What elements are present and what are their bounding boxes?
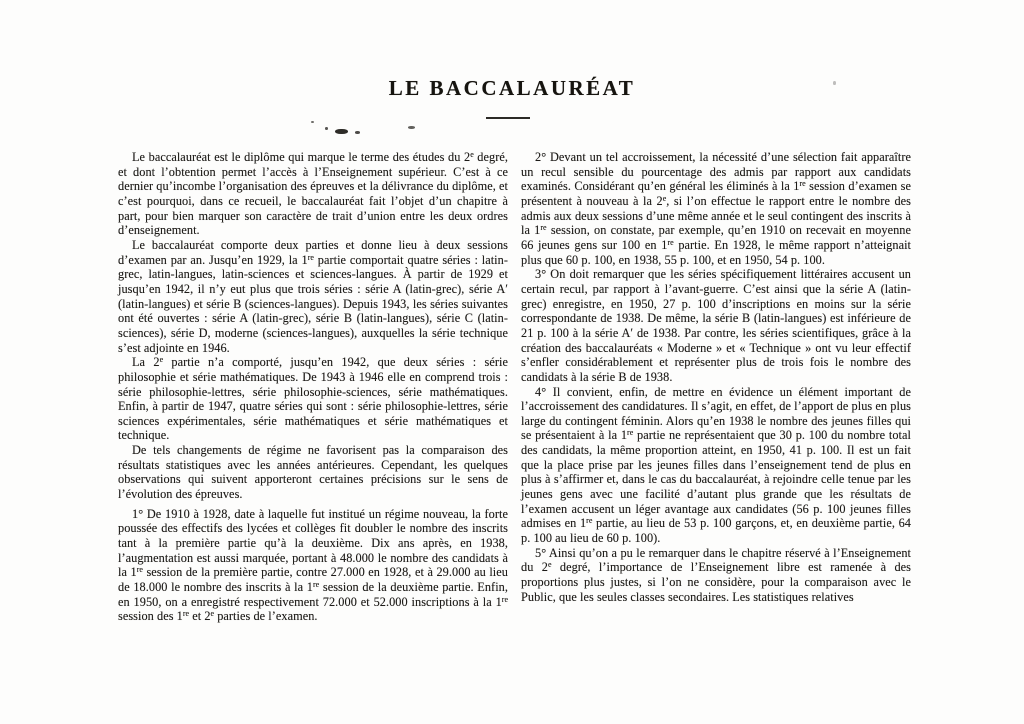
paragraph: Le baccalauréat est le diplôme qui marque le terme des études du 2e degré, et dont l’obtention permet l’accès à l’Enseignement supérieur. C’est à ce dernier qu’incombe l’organisation des épreuves et la délivrance du diplôme, et c’est pourquoi, dans ce recueil, le baccalauréat fait l’objet d’un chapitre à part, pour bien marquer son caractère de trait d’union entre les deux ordres d’enseignement. xyxy=(118,150,508,238)
ink-speck xyxy=(833,81,836,85)
paragraph: De tels changements de régime ne favorisent pas la comparaison des résultats statistiques avec les années antérieures. Cependant, les quelques observations qui suivent apporteront certaines précisions sur le sens de l’évolution des épreuves. xyxy=(118,443,508,502)
page-title: LE BACCALAURÉAT xyxy=(388,76,636,100)
paragraph: 3° On doit remarquer que les séries spécifiquement littéraires accusent un certain recul, par rapport à l’avant-guerre. C’est ainsi que la série A (latin-grec) enregistre, en 1950, 27 p. 100 d’inscriptions en moins sur la série correspondante de 1938. De même, la série B (latin-langues) est inférieure de 21 p. 100 à la série A′ de 1938. Par contre, les séries scientifiques, grâce à la création des baccalauréats « Moderne » et « Technique » ont vu leur effectif s’enfler considérablement et représenter plus de trois fois le nombre des candidats à la série B de 1938. xyxy=(521,267,911,384)
paragraph: 5° Ainsi qu’on a pu le remarquer dans le chapitre réservé à l’Enseignement du 2e degré, l’importance de l’Enseignement libre est ramenée à des proportions plus justes, si l’on ne considère, pour la comparaison avec le Public, que les seules classes secondaires. Les statistiques relatives xyxy=(521,545,911,604)
ink-speck xyxy=(408,126,415,129)
paragraph: La 2e partie n’a comporté, jusqu’en 1942, que deux séries : série philosophie et série mathématiques. De 1943 à 1946 elle en comprend trois : série philosophie-lettres, série philosophie-sciences, série mathématiques. Enfin, à partir de 1947, quatre séries qui sont : série philosophie-lettres, série sciences expérimentales, série mathématiques et série mathématiques et technique. xyxy=(118,355,508,443)
right-column xyxy=(521,150,911,624)
ink-speck xyxy=(325,127,328,130)
ink-speck xyxy=(311,121,314,123)
title-divider xyxy=(486,117,530,119)
paragraph: 4° Il convient, enfin, de mettre en évidence un élément important de l’accroissement des candidatures. Il s’agit, en effet, de l’apport de plus en plus large du contingent féminin. Alors qu’en 1938 le nombre des jeunes filles qui se présentaient à la 1re partie ne représentaient que 30 p. 100 du nombre total des candidats, la même proportion atteint, en 1950, 41 p. 100. Il est un fait que la place prise par les jeunes filles dans l’enseignement tend de plus en plus à s’affirmer et, dans le cas du baccalauréat, à rejoindre celle tenue par les jeunes gens avec une facilité d’autant plus grande que les résultats de l’examen accusent un léger avantage aux candidates (56 p. 100 jeunes filles admises en 1re partie, au lieu de 53 p. 100 garçons, et, en deuxième partie, 64 p. 100 au lieu de 60 p. 100). xyxy=(521,384,911,546)
text-columns xyxy=(118,150,911,624)
left-column xyxy=(118,150,508,624)
paragraph: Le baccalauréat comporte deux parties et donne lieu à deux sessions d’examen par an. Jusqu’en 1929, la 1re partie comportait quatre séries : latin-grec, latin-langues, latin-sciences et sciences-langues. À partir de 1929 et jusqu’en 1942, il n’y eut plus que trois séries : série A (latin-grec), série A′ (latin-langues) et série B (sciences-langues). Depuis 1943, les séries suivantes ont été ouvertes : série A (latin-grec), série B (latin-langues), série C (latin-sciences), série D, moderne (sciences-langues), auxquelles la série technique s’est adjointe en 1946. xyxy=(118,237,508,355)
paragraph: 1° De 1910 à 1928, date à laquelle fut institué un régime nouveau, la forte poussée des effectifs des lycées et collèges fit doubler le nombre des inscrits tant à la première partie qu’à la deuxième. Dix ans après, en 1938, l’augmentation est aussi marquée, portant à 48.000 le nombre des candidats à la 1re session de la première partie, contre 27.000 en 1928, et à 29.000 au lieu de 18.000 le nombre des inscrits à la 1re session de la deuxième partie. Enfin, en 1950, on a enregistré respectivement 72.000 et 52.000 inscriptions à la 1re session des 1re et 2e parties de l’examen. xyxy=(118,506,508,624)
ink-speck xyxy=(335,129,348,134)
paragraph: 2° Devant un tel accroissement, la nécessité d’une sélection fait apparaître un recul sensible du pourcentage des admis par rapport aux candidats examinés. Considérant qu’en général les éliminés à la 1re session d’examen se présentent à nouveau à la 2e, si l’on effectue le rapport entre le nombre des admis aux deux sessions d’une même année et le seul contingent des inscrits à la 1re session, on constate, par exemple, qu’en 1910 on recevait en moyenne 66 jeunes gens sur 100 en 1re partie. En 1928, le même rapport n’atteignait plus que 60 p. 100, en 1938, 55 p. 100, et en 1950, 54 p. 100. xyxy=(521,150,912,267)
ink-speck xyxy=(355,131,360,134)
